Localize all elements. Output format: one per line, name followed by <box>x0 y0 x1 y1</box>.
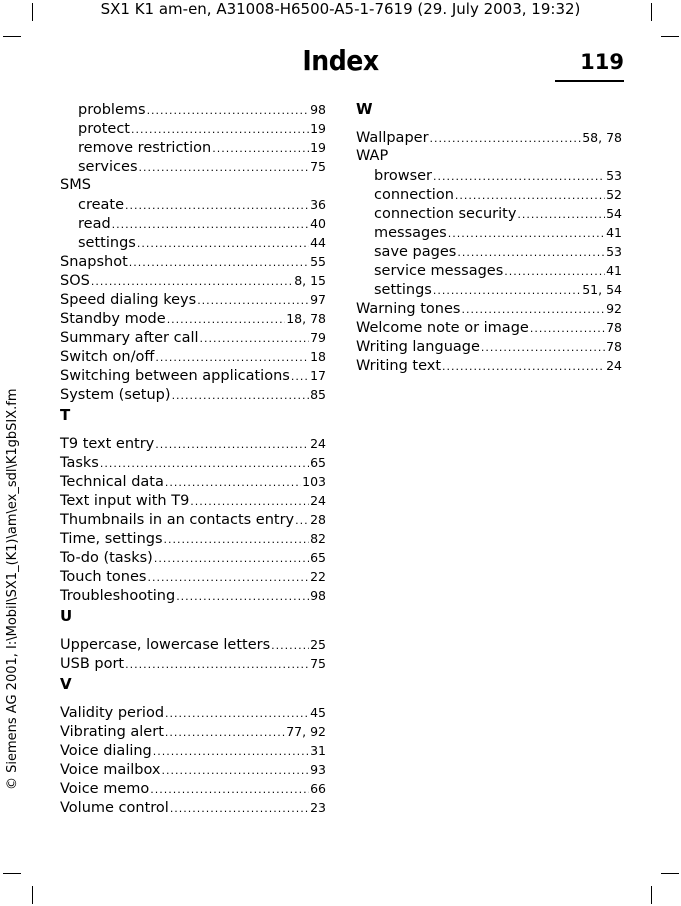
index-term: Voice dialing <box>60 743 152 759</box>
index-pages: 51, 54 <box>582 282 622 297</box>
leader-dots <box>165 723 285 742</box>
index-pages: 8, 15 <box>294 273 326 288</box>
index-pages: 41 <box>606 263 622 278</box>
crop-mark <box>661 873 679 874</box>
index-pages: 22 <box>310 569 326 584</box>
leader-dots <box>433 167 605 186</box>
index-pages: 18, 78 <box>286 311 326 326</box>
leader-dots <box>125 655 309 674</box>
index-entry <box>60 741 326 760</box>
crop-mark <box>661 36 679 37</box>
index-heading-sms: SMS <box>60 177 91 193</box>
leader-dots <box>125 196 309 215</box>
index-entry <box>356 128 622 147</box>
index-pages: 65 <box>310 550 326 565</box>
page-number: 119 <box>580 50 624 74</box>
index-term: Warning tones <box>356 301 461 317</box>
leader-dots <box>212 139 309 158</box>
index-entry <box>60 328 326 347</box>
index-pages: 77, 92 <box>286 724 326 739</box>
leader-dots <box>112 215 309 234</box>
leader-dots <box>517 205 605 224</box>
index-pages: 75 <box>310 656 326 671</box>
index-entry <box>60 214 326 233</box>
index-term: Volume control <box>60 800 169 816</box>
leader-dots <box>291 367 309 386</box>
crop-mark <box>651 886 652 904</box>
index-term: Switch on/off <box>60 349 155 365</box>
section-letter-w: W <box>356 100 373 118</box>
leader-dots <box>172 386 310 405</box>
leader-dots <box>164 530 310 549</box>
index-term: connection security <box>374 206 517 222</box>
leader-dots <box>167 310 286 329</box>
index-entry <box>60 703 326 722</box>
index-term: protect <box>78 121 130 137</box>
index-entry <box>60 491 326 510</box>
index-entry <box>356 242 622 261</box>
leader-dots <box>295 511 309 530</box>
index-term: Switching between applications <box>60 368 290 384</box>
index-entry <box>60 347 326 366</box>
leader-dots <box>430 129 582 148</box>
leader-dots <box>155 348 309 367</box>
index-entry <box>60 760 326 779</box>
crop-mark <box>32 886 33 904</box>
leader-dots <box>131 120 309 139</box>
leader-dots <box>129 253 309 272</box>
leader-dots <box>153 742 309 761</box>
index-pages: 53 <box>606 244 622 259</box>
index-pages: 41 <box>606 225 622 240</box>
index-term: Speed dialing keys <box>60 292 197 308</box>
index-term: USB port <box>60 656 125 672</box>
index-entry <box>60 654 326 673</box>
leader-dots <box>190 492 309 511</box>
index-term: Validity period <box>60 705 165 721</box>
index-pages: 78 <box>606 339 622 354</box>
leader-dots <box>197 291 309 310</box>
index-term: Thumbnails in an contacts entry <box>60 512 295 528</box>
index-term: Standby mode <box>60 311 166 327</box>
index-term: T9 text entry <box>60 436 155 452</box>
index-term: settings <box>78 235 136 251</box>
index-term: SOS <box>60 273 90 289</box>
index-pages: 24 <box>310 436 326 451</box>
leader-dots <box>530 319 605 338</box>
index-pages: 103 <box>302 474 326 489</box>
index-term: Troubleshooting <box>60 588 176 604</box>
index-term: Writing language <box>356 339 480 355</box>
index-term: service messages <box>374 263 504 279</box>
leader-dots <box>481 338 605 357</box>
index-term: Voice mailbox <box>60 762 161 778</box>
leader-dots <box>137 234 309 253</box>
index-entry <box>356 223 622 242</box>
index-entry <box>356 356 622 375</box>
index-entry <box>60 472 326 491</box>
index-pages: 97 <box>310 292 326 307</box>
index-entry <box>356 337 622 356</box>
index-pages: 82 <box>310 531 326 546</box>
index-pages: 36 <box>310 197 326 212</box>
index-entry <box>356 261 622 280</box>
leader-dots <box>200 329 310 348</box>
index-entry <box>60 157 326 176</box>
index-pages: 55 <box>310 254 326 269</box>
index-entry <box>60 635 326 654</box>
index-term: connection <box>374 187 454 203</box>
index-entry <box>60 722 326 741</box>
index-pages: 58, 78 <box>582 130 622 145</box>
index-pages: 31 <box>310 743 326 758</box>
index-pages: 85 <box>310 387 326 402</box>
index-term: To-do (tasks) <box>60 550 153 566</box>
index-term: Writing text <box>356 358 442 374</box>
index-entry <box>60 510 326 529</box>
page-number-rule <box>555 80 624 82</box>
index-term: Summary after call <box>60 330 199 346</box>
index-entry <box>60 385 326 404</box>
index-term: Welcome note or image <box>356 320 529 336</box>
leader-dots <box>461 300 605 319</box>
index-pages: 45 <box>310 705 326 720</box>
section-letter-v: V <box>60 675 72 693</box>
leader-dots <box>170 799 309 818</box>
index-entry <box>60 195 326 214</box>
index-term: messages <box>374 225 447 241</box>
index-pages: 78 <box>606 320 622 335</box>
index-entry <box>60 290 326 309</box>
index-pages: 79 <box>310 330 326 345</box>
leader-dots <box>433 281 581 300</box>
index-entry <box>60 779 326 798</box>
index-pages: 65 <box>310 455 326 470</box>
index-pages: 52 <box>606 187 622 202</box>
leader-dots <box>139 158 310 177</box>
index-term: Text input with T9 <box>60 493 190 509</box>
index-pages: 17 <box>310 368 326 383</box>
index-pages: 93 <box>310 762 326 777</box>
leader-dots <box>165 473 301 492</box>
leader-dots <box>154 549 309 568</box>
index-entry <box>60 798 326 817</box>
index-column-left <box>60 100 326 817</box>
index-entry <box>60 271 326 290</box>
index-pages: 40 <box>310 216 326 231</box>
section-letter-u: U <box>60 607 73 625</box>
leader-dots <box>504 262 605 281</box>
index-entry <box>60 233 326 252</box>
index-pages: 19 <box>310 140 326 155</box>
page-title: Index <box>302 44 379 77</box>
index-entry <box>60 252 326 271</box>
leader-dots <box>161 761 309 780</box>
index-entry <box>60 567 326 586</box>
index-term: Uppercase, lowercase letters <box>60 637 271 653</box>
leader-dots <box>271 636 309 655</box>
index-term: Snapshot <box>60 254 128 270</box>
leader-dots <box>165 704 309 723</box>
index-entry <box>60 100 326 119</box>
index-term: Technical data <box>60 474 164 490</box>
index-pages: 53 <box>606 168 622 183</box>
index-term: problems <box>78 102 146 118</box>
index-entry <box>60 309 326 328</box>
index-entry <box>60 453 326 472</box>
index-term: Vibrating alert <box>60 724 164 740</box>
leader-dots <box>155 435 309 454</box>
leader-dots <box>147 568 309 587</box>
index-heading-wap: WAP <box>356 148 389 164</box>
index-term: save pages <box>374 244 457 260</box>
leader-dots <box>457 243 605 262</box>
index-pages: 25 <box>310 637 326 652</box>
sidebar-text: © Siemens AG 2001, I:\Mobil\SX1_(K1)\am\ex_sdl\K1gbSIX.fm <box>5 388 20 790</box>
index-term: settings <box>374 282 432 298</box>
index-pages: 23 <box>310 800 326 815</box>
index-entry <box>356 204 622 223</box>
index-pages: 98 <box>310 102 326 117</box>
index-entry <box>60 138 326 157</box>
index-entry <box>60 548 326 567</box>
index-term: Time, settings <box>60 531 163 547</box>
index-pages: 44 <box>310 235 326 250</box>
index-column-right <box>356 100 622 375</box>
index-term: Wallpaper <box>356 130 429 146</box>
running-head: SX1 K1 am-en, A31008-H6500-A5-1-7619 (29. July 2003, 19:32) <box>100 0 581 18</box>
leader-dots <box>150 780 309 799</box>
index-entry <box>356 166 622 185</box>
index-term: read <box>78 216 111 232</box>
crop-mark <box>3 36 21 37</box>
leader-dots <box>100 454 309 473</box>
index-term: browser <box>374 168 433 184</box>
index-term: services <box>78 159 138 175</box>
index-entry <box>60 434 326 453</box>
leader-dots <box>147 101 310 120</box>
crop-mark <box>3 873 21 874</box>
index-pages: 18 <box>310 349 326 364</box>
index-term: System (setup) <box>60 387 171 403</box>
index-pages: 66 <box>310 781 326 796</box>
index-pages: 92 <box>606 301 622 316</box>
index-term: Tasks <box>60 455 99 471</box>
index-pages: 19 <box>310 121 326 136</box>
section-letter-t: T <box>60 406 71 424</box>
index-pages: 28 <box>310 512 326 527</box>
index-pages: 24 <box>606 358 622 373</box>
index-entry <box>60 529 326 548</box>
index-term: Touch tones <box>60 569 147 585</box>
index-pages: 24 <box>310 493 326 508</box>
leader-dots <box>176 587 309 606</box>
index-term: remove restriction <box>78 140 212 156</box>
index-term: create <box>78 197 125 213</box>
index-entry <box>60 366 326 385</box>
index-pages: 54 <box>606 206 622 221</box>
index-pages: 98 <box>310 588 326 603</box>
index-entry <box>60 586 326 605</box>
index-pages: 75 <box>310 159 326 174</box>
index-entry <box>60 119 326 138</box>
index-entry <box>356 299 622 318</box>
leader-dots <box>91 272 293 291</box>
leader-dots <box>448 224 605 243</box>
leader-dots <box>442 357 605 376</box>
index-entry <box>356 185 622 204</box>
index-term: Voice memo <box>60 781 150 797</box>
leader-dots <box>455 186 605 205</box>
index-entry <box>356 318 622 337</box>
index-entry <box>356 280 622 299</box>
